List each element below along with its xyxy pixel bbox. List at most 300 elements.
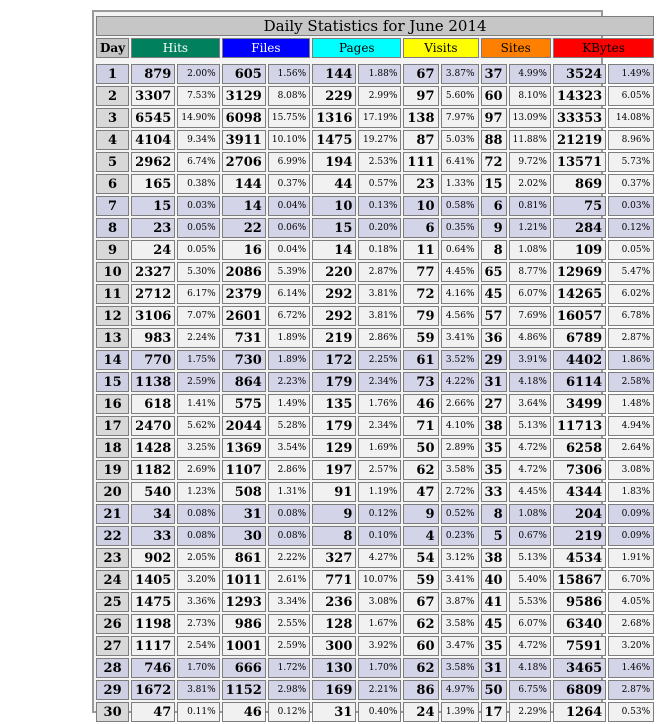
- pages-value: 292: [312, 306, 356, 326]
- pages-percent: 2.99%: [358, 86, 401, 106]
- visits-percent: 4.10%: [441, 416, 479, 436]
- sites-value: 9: [481, 218, 507, 238]
- kbytes-percent: 1.91%: [608, 548, 654, 568]
- kbytes-percent: 5.73%: [608, 152, 654, 172]
- kbytes-percent: 0.03%: [608, 196, 654, 216]
- visits-value: 77: [403, 262, 438, 282]
- files-value: 31: [222, 504, 266, 524]
- pages-value: 44: [312, 174, 356, 194]
- day-cell: 28: [96, 658, 129, 678]
- hits-value: 33: [131, 526, 175, 546]
- visits-value: 61: [403, 350, 438, 370]
- visits-value: 60: [403, 636, 438, 656]
- visits-percent: 0.35%: [441, 218, 479, 238]
- sites-percent: 4.99%: [509, 64, 551, 84]
- hits-value: 2470: [131, 416, 175, 436]
- pages-value: 292: [312, 284, 356, 304]
- sites-percent: 4.72%: [509, 460, 551, 480]
- day-cell: 20: [96, 482, 129, 502]
- sites-value: 8: [481, 504, 507, 524]
- files-percent: 2.61%: [268, 570, 310, 590]
- header-hits: Hits: [131, 38, 220, 58]
- files-value: 46: [222, 702, 266, 722]
- visits-value: 111: [403, 152, 438, 172]
- kbytes-value: 6809: [553, 680, 606, 700]
- files-value: 605: [222, 64, 266, 84]
- files-value: 3911: [222, 130, 266, 150]
- table-row: [96, 592, 654, 612]
- kbytes-percent: 1.48%: [608, 394, 654, 414]
- files-value: 1293: [222, 592, 266, 612]
- visits-percent: 0.64%: [441, 240, 479, 260]
- table-row: [96, 680, 654, 700]
- files-value: 2044: [222, 416, 266, 436]
- files-value: 6098: [222, 108, 266, 128]
- pages-value: 179: [312, 416, 356, 436]
- kbytes-value: 4534: [553, 548, 606, 568]
- pages-percent: 0.40%: [358, 702, 401, 722]
- files-value: 16: [222, 240, 266, 260]
- files-percent: 6.72%: [268, 306, 310, 326]
- kbytes-value: 6340: [553, 614, 606, 634]
- hits-value: 1117: [131, 636, 175, 656]
- files-value: 1001: [222, 636, 266, 656]
- day-cell: 24: [96, 570, 129, 590]
- visits-percent: 3.58%: [441, 614, 479, 634]
- visits-value: 72: [403, 284, 438, 304]
- hits-value: 2962: [131, 152, 175, 172]
- kbytes-percent: 14.08%: [608, 108, 654, 128]
- table-row: [96, 482, 654, 502]
- visits-value: 79: [403, 306, 438, 326]
- pages-value: 179: [312, 372, 356, 392]
- sites-percent: 1.21%: [509, 218, 551, 238]
- hits-value: 1475: [131, 592, 175, 612]
- files-value: 1011: [222, 570, 266, 590]
- sites-percent: 3.91%: [509, 350, 551, 370]
- sites-value: 97: [481, 108, 507, 128]
- visits-value: 23: [403, 174, 438, 194]
- sites-value: 35: [481, 438, 507, 458]
- sites-percent: 5.53%: [509, 592, 551, 612]
- table-row: [96, 570, 654, 590]
- sites-value: 31: [481, 658, 507, 678]
- files-percent: 1.72%: [268, 658, 310, 678]
- kbytes-percent: 1.46%: [608, 658, 654, 678]
- files-percent: 15.75%: [268, 108, 310, 128]
- pages-value: 771: [312, 570, 356, 590]
- day-cell: 21: [96, 504, 129, 524]
- kbytes-value: 7306: [553, 460, 606, 480]
- visits-percent: 3.47%: [441, 636, 479, 656]
- day-cell: 7: [96, 196, 129, 216]
- visits-value: 62: [403, 460, 438, 480]
- kbytes-value: 284: [553, 218, 606, 238]
- visits-percent: 3.41%: [441, 328, 479, 348]
- day-cell: 3: [96, 108, 129, 128]
- sites-value: 41: [481, 592, 507, 612]
- files-value: 1369: [222, 438, 266, 458]
- table-row: [96, 504, 654, 524]
- header-pages: Pages: [312, 38, 401, 58]
- kbytes-percent: 3.20%: [608, 636, 654, 656]
- kbytes-percent: 5.47%: [608, 262, 654, 282]
- files-percent: 5.28%: [268, 416, 310, 436]
- kbytes-value: 21219: [553, 130, 606, 150]
- hits-percent: 2.05%: [177, 548, 219, 568]
- pages-value: 129: [312, 438, 356, 458]
- day-cell: 4: [96, 130, 129, 150]
- visits-percent: 0.23%: [441, 526, 479, 546]
- hits-percent: 0.11%: [177, 702, 219, 722]
- hits-percent: 2.69%: [177, 460, 219, 480]
- files-value: 730: [222, 350, 266, 370]
- visits-percent: 3.58%: [441, 658, 479, 678]
- files-value: 144: [222, 174, 266, 194]
- sites-value: 72: [481, 152, 507, 172]
- stats-body: [96, 64, 654, 722]
- visits-value: 73: [403, 372, 438, 392]
- pages-value: 236: [312, 592, 356, 612]
- visits-percent: 4.45%: [441, 262, 479, 282]
- files-percent: 2.98%: [268, 680, 310, 700]
- sites-percent: 4.86%: [509, 328, 551, 348]
- hits-value: 24: [131, 240, 175, 260]
- visits-value: 11: [403, 240, 438, 260]
- kbytes-value: 6114: [553, 372, 606, 392]
- day-cell: 16: [96, 394, 129, 414]
- hits-value: 879: [131, 64, 175, 84]
- hits-percent: 7.53%: [177, 86, 219, 106]
- files-percent: 1.31%: [268, 482, 310, 502]
- hits-value: 1198: [131, 614, 175, 634]
- files-percent: 2.22%: [268, 548, 310, 568]
- files-value: 731: [222, 328, 266, 348]
- files-value: 2706: [222, 152, 266, 172]
- pages-percent: 2.53%: [358, 152, 401, 172]
- header-day: Day: [96, 38, 129, 58]
- hits-percent: 0.08%: [177, 504, 219, 524]
- table-row: [96, 460, 654, 480]
- kbytes-value: 219: [553, 526, 606, 546]
- files-percent: 3.54%: [268, 438, 310, 458]
- visits-percent: 5.60%: [441, 86, 479, 106]
- kbytes-percent: 4.05%: [608, 592, 654, 612]
- kbytes-percent: 2.87%: [608, 680, 654, 700]
- files-percent: 5.39%: [268, 262, 310, 282]
- kbytes-percent: 0.12%: [608, 218, 654, 238]
- sites-percent: 13.09%: [509, 108, 551, 128]
- sites-value: 88: [481, 130, 507, 150]
- sites-value: 65: [481, 262, 507, 282]
- visits-value: 62: [403, 658, 438, 678]
- day-cell: 17: [96, 416, 129, 436]
- table-title: Daily Statistics for June 2014: [96, 16, 654, 36]
- hits-value: 618: [131, 394, 175, 414]
- kbytes-percent: 1.86%: [608, 350, 654, 370]
- visits-value: 24: [403, 702, 438, 722]
- pages-value: 8: [312, 526, 356, 546]
- pages-percent: 19.27%: [358, 130, 401, 150]
- kbytes-percent: 8.96%: [608, 130, 654, 150]
- sites-value: 45: [481, 284, 507, 304]
- pages-percent: 4.27%: [358, 548, 401, 568]
- sites-value: 40: [481, 570, 507, 590]
- files-value: 986: [222, 614, 266, 634]
- pages-value: 194: [312, 152, 356, 172]
- sites-percent: 6.75%: [509, 680, 551, 700]
- hits-percent: 0.38%: [177, 174, 219, 194]
- table-row: [96, 64, 654, 84]
- table-row: [96, 174, 654, 194]
- visits-value: 46: [403, 394, 438, 414]
- header-files: Files: [222, 38, 311, 58]
- hits-value: 1182: [131, 460, 175, 480]
- sites-value: 8: [481, 240, 507, 260]
- pages-value: 220: [312, 262, 356, 282]
- files-percent: 0.04%: [268, 196, 310, 216]
- kbytes-percent: 6.70%: [608, 570, 654, 590]
- hits-percent: 2.73%: [177, 614, 219, 634]
- day-cell: 10: [96, 262, 129, 282]
- table-row: [96, 306, 654, 326]
- pages-percent: 2.25%: [358, 350, 401, 370]
- pages-percent: 1.70%: [358, 658, 401, 678]
- kbytes-percent: 0.53%: [608, 702, 654, 722]
- files-value: 864: [222, 372, 266, 392]
- hits-percent: 1.75%: [177, 350, 219, 370]
- hits-value: 15: [131, 196, 175, 216]
- pages-percent: 2.86%: [358, 328, 401, 348]
- day-cell: 29: [96, 680, 129, 700]
- table-row: [96, 350, 654, 370]
- visits-percent: 6.41%: [441, 152, 479, 172]
- day-cell: 2: [96, 86, 129, 106]
- table-row: [96, 328, 654, 348]
- day-cell: 27: [96, 636, 129, 656]
- sites-value: 15: [481, 174, 507, 194]
- kbytes-value: 6258: [553, 438, 606, 458]
- visits-percent: 7.97%: [441, 108, 479, 128]
- kbytes-percent: 1.49%: [608, 64, 654, 84]
- sites-percent: 2.29%: [509, 702, 551, 722]
- sites-percent: 5.13%: [509, 548, 551, 568]
- day-cell: 8: [96, 218, 129, 238]
- visits-value: 97: [403, 86, 438, 106]
- table-row: [96, 284, 654, 304]
- sites-value: 29: [481, 350, 507, 370]
- table-row: [96, 526, 654, 546]
- day-cell: 12: [96, 306, 129, 326]
- table-row: [96, 658, 654, 678]
- pages-percent: 1.76%: [358, 394, 401, 414]
- day-cell: 14: [96, 350, 129, 370]
- visits-percent: 3.87%: [441, 64, 479, 84]
- sites-value: 37: [481, 64, 507, 84]
- pages-percent: 1.67%: [358, 614, 401, 634]
- hits-value: 983: [131, 328, 175, 348]
- files-percent: 1.89%: [268, 328, 310, 348]
- sites-percent: 1.08%: [509, 240, 551, 260]
- sites-percent: 8.77%: [509, 262, 551, 282]
- visits-value: 87: [403, 130, 438, 150]
- visits-percent: 5.03%: [441, 130, 479, 150]
- header-sites: Sites: [481, 38, 551, 58]
- sites-value: 5: [481, 526, 507, 546]
- kbytes-value: 7591: [553, 636, 606, 656]
- files-value: 2601: [222, 306, 266, 326]
- table-row: [96, 262, 654, 282]
- hits-percent: 3.25%: [177, 438, 219, 458]
- files-percent: 2.23%: [268, 372, 310, 392]
- table-row: [96, 108, 654, 128]
- files-percent: 0.04%: [268, 240, 310, 260]
- pages-percent: 2.34%: [358, 416, 401, 436]
- visits-value: 10: [403, 196, 438, 216]
- sites-percent: 4.18%: [509, 372, 551, 392]
- pages-value: 10: [312, 196, 356, 216]
- sites-value: 17: [481, 702, 507, 722]
- kbytes-value: 33353: [553, 108, 606, 128]
- kbytes-percent: 0.09%: [608, 526, 654, 546]
- visits-value: 67: [403, 592, 438, 612]
- visits-value: 86: [403, 680, 438, 700]
- pages-percent: 2.21%: [358, 680, 401, 700]
- sites-percent: 7.69%: [509, 306, 551, 326]
- table-row: [96, 196, 654, 216]
- table-row: [96, 372, 654, 392]
- day-cell: 13: [96, 328, 129, 348]
- day-cell: 1: [96, 64, 129, 84]
- visits-percent: 1.39%: [441, 702, 479, 722]
- pages-value: 300: [312, 636, 356, 656]
- hits-percent: 3.36%: [177, 592, 219, 612]
- hits-value: 770: [131, 350, 175, 370]
- files-value: 1107: [222, 460, 266, 480]
- kbytes-value: 3465: [553, 658, 606, 678]
- table-row: [96, 152, 654, 172]
- hits-percent: 0.08%: [177, 526, 219, 546]
- sites-percent: 9.72%: [509, 152, 551, 172]
- hits-value: 3307: [131, 86, 175, 106]
- sites-percent: 0.81%: [509, 196, 551, 216]
- day-cell: 18: [96, 438, 129, 458]
- pages-percent: 3.81%: [358, 284, 401, 304]
- kbytes-percent: 2.64%: [608, 438, 654, 458]
- pages-percent: 0.12%: [358, 504, 401, 524]
- table-row: [96, 218, 654, 238]
- pages-percent: 0.13%: [358, 196, 401, 216]
- day-cell: 19: [96, 460, 129, 480]
- pages-percent: 10.07%: [358, 570, 401, 590]
- pages-percent: 3.92%: [358, 636, 401, 656]
- sites-value: 60: [481, 86, 507, 106]
- table-row: [96, 416, 654, 436]
- pages-value: 327: [312, 548, 356, 568]
- hits-value: 1138: [131, 372, 175, 392]
- kbytes-percent: 2.68%: [608, 614, 654, 634]
- sites-value: 33: [481, 482, 507, 502]
- sites-percent: 8.10%: [509, 86, 551, 106]
- pages-value: 130: [312, 658, 356, 678]
- files-percent: 10.10%: [268, 130, 310, 150]
- day-cell: 22: [96, 526, 129, 546]
- kbytes-value: 14323: [553, 86, 606, 106]
- files-percent: 1.49%: [268, 394, 310, 414]
- pages-value: 14: [312, 240, 356, 260]
- kbytes-value: 12969: [553, 262, 606, 282]
- header-spacer: [96, 60, 654, 62]
- hits-percent: 0.03%: [177, 196, 219, 216]
- table-row: [96, 548, 654, 568]
- sites-value: 6: [481, 196, 507, 216]
- pages-value: 91: [312, 482, 356, 502]
- hits-percent: 5.30%: [177, 262, 219, 282]
- sites-value: 57: [481, 306, 507, 326]
- visits-value: 59: [403, 570, 438, 590]
- sites-value: 38: [481, 416, 507, 436]
- files-value: 14: [222, 196, 266, 216]
- hits-percent: 2.24%: [177, 328, 219, 348]
- pages-percent: 3.81%: [358, 306, 401, 326]
- visits-value: 67: [403, 64, 438, 84]
- sites-value: 50: [481, 680, 507, 700]
- pages-percent: 17.19%: [358, 108, 401, 128]
- sites-percent: 5.40%: [509, 570, 551, 590]
- visits-percent: 2.66%: [441, 394, 479, 414]
- day-cell: 30: [96, 702, 129, 722]
- visits-percent: 3.87%: [441, 592, 479, 612]
- kbytes-percent: 2.58%: [608, 372, 654, 392]
- files-percent: 0.12%: [268, 702, 310, 722]
- hits-value: 23: [131, 218, 175, 238]
- files-value: 22: [222, 218, 266, 238]
- day-cell: 26: [96, 614, 129, 634]
- sites-percent: 4.72%: [509, 438, 551, 458]
- pages-value: 172: [312, 350, 356, 370]
- hits-value: 34: [131, 504, 175, 524]
- header-kbytes: KBytes: [553, 38, 654, 58]
- kbytes-percent: 6.02%: [608, 284, 654, 304]
- hits-percent: 2.00%: [177, 64, 219, 84]
- pages-value: 229: [312, 86, 356, 106]
- sites-value: 36: [481, 328, 507, 348]
- pages-value: 1475: [312, 130, 356, 150]
- hits-value: 165: [131, 174, 175, 194]
- pages-value: 1316: [312, 108, 356, 128]
- hits-value: 2712: [131, 284, 175, 304]
- pages-value: 31: [312, 702, 356, 722]
- files-percent: 6.99%: [268, 152, 310, 172]
- files-percent: 2.55%: [268, 614, 310, 634]
- day-cell: 25: [96, 592, 129, 612]
- day-cell: 23: [96, 548, 129, 568]
- hits-value: 4104: [131, 130, 175, 150]
- hits-value: 3106: [131, 306, 175, 326]
- hits-value: 540: [131, 482, 175, 502]
- sites-percent: 1.08%: [509, 504, 551, 524]
- hits-percent: 1.41%: [177, 394, 219, 414]
- hits-value: 902: [131, 548, 175, 568]
- pages-value: 135: [312, 394, 356, 414]
- visits-value: 4: [403, 526, 438, 546]
- sites-value: 38: [481, 548, 507, 568]
- files-percent: 3.34%: [268, 592, 310, 612]
- sites-percent: 4.72%: [509, 636, 551, 656]
- kbytes-value: 13571: [553, 152, 606, 172]
- hits-value: 47: [131, 702, 175, 722]
- files-percent: 6.14%: [268, 284, 310, 304]
